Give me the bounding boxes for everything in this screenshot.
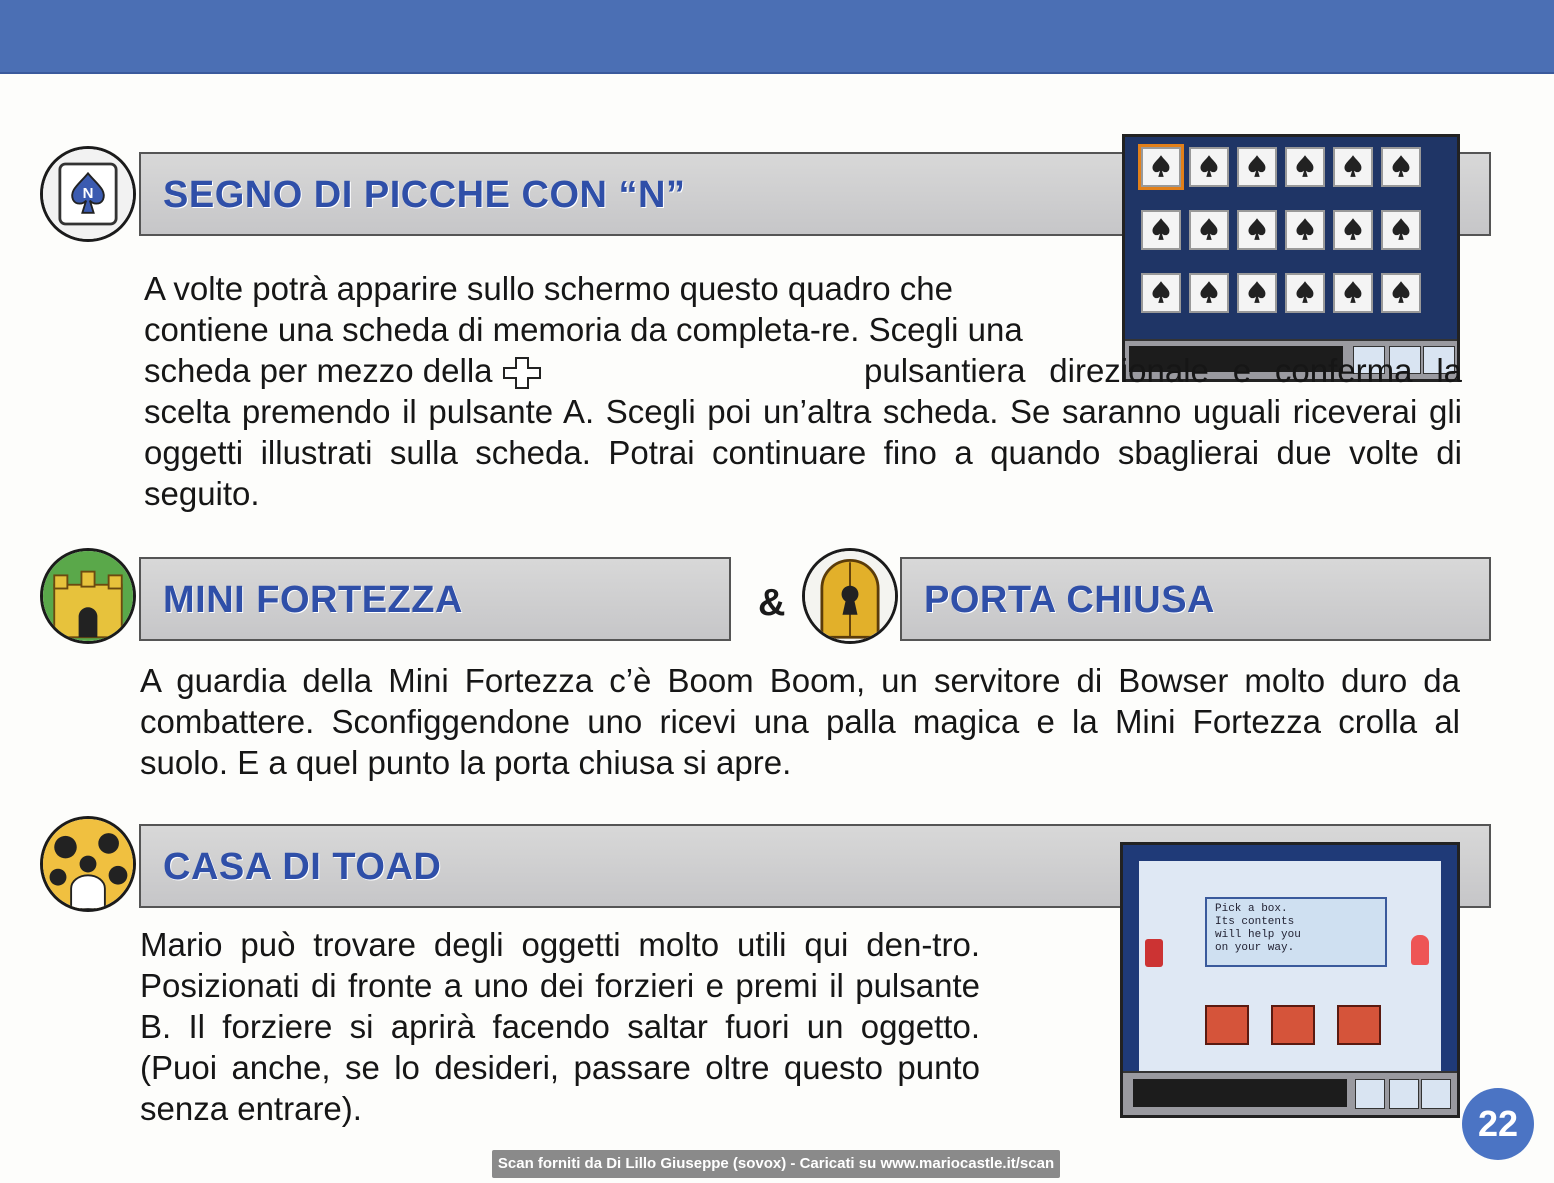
- memory-card: [1189, 147, 1229, 187]
- memory-card: [1333, 147, 1373, 187]
- locked-door-icon: [802, 548, 898, 644]
- mini-fortress-icon: [40, 548, 136, 644]
- memory-card: [1189, 210, 1229, 250]
- toad-house-text-content: Mario può trovare degli oggetti molto utili qui den-tro. Posizionati di fronte a uno dei forzieri e premi il pulsante B. Il forziere si aprirà facendo saltar fuori un oggetto. (Puoi anche, se lo desideri, passare oltre questo punto senza entrare).: [140, 926, 980, 1127]
- locked-door-banner: [900, 557, 1491, 641]
- toad-house-screenshot: [1120, 842, 1460, 1118]
- mario-sprite: [1145, 939, 1163, 967]
- memory-card: [1381, 210, 1421, 250]
- memory-card: [1237, 147, 1277, 187]
- spade-text-bottom: [144, 350, 1462, 514]
- memory-card-screenshot: [1122, 134, 1460, 382]
- page-number: 22: [1462, 1088, 1534, 1160]
- top-color-bar: [0, 0, 1554, 74]
- toad-house-title: CASA DI TOAD: [163, 846, 442, 888]
- memory-card: [1141, 273, 1181, 313]
- card-grid: [1125, 137, 1457, 342]
- memory-card: [1285, 147, 1325, 187]
- dialog-line: Its contents: [1215, 916, 1295, 928]
- spade-text-part1: A volte potrà apparire sullo schermo questo quadro che contiene una scheda di memoria da completa-re. Scegli una scheda per mezzo della: [144, 270, 1023, 389]
- memory-card: [1237, 273, 1277, 313]
- treasure-chest: [1337, 1005, 1381, 1045]
- memory-card: [1333, 210, 1373, 250]
- n-spade-icon: [40, 146, 136, 242]
- spade-text-part2: pulsantiera direzionale e conferma la scelta premendo il pulsante A. Scegli poi un’altra scheda. Se saranno uguali riceverai gli oggetti illustrati sulla scheda. Potrai continuare fino a quando sbaglierai due volte di seguito.: [144, 352, 1462, 512]
- toad-house-text: [140, 924, 980, 1129]
- toad-sprite: [1411, 935, 1429, 965]
- memory-card: [1333, 273, 1373, 313]
- treasure-chest: [1271, 1005, 1315, 1045]
- dialog-line: will help you: [1215, 929, 1301, 941]
- memory-card: [1381, 147, 1421, 187]
- locked-door-title: PORTA CHIUSA: [924, 579, 1215, 621]
- status-bar: [1123, 1071, 1457, 1115]
- memory-card: [1285, 273, 1325, 313]
- ampersand: &: [758, 582, 786, 624]
- memory-card: [1285, 210, 1325, 250]
- fortress-text-content: A guardia della Mini Fortezza c’è Boom Boom, un servitore di Bowser molto duro da combattere. Sconfiggendone uno ricevi una palla magica e la Mini Fortezza crolla al suolo. E a quel punto la porta chiusa si apre.: [140, 662, 1460, 781]
- treasure-chest: [1205, 1005, 1249, 1045]
- memory-card: [1189, 273, 1229, 313]
- spade-title: SEGNO DI PICCHE CON “N”: [163, 174, 686, 216]
- fortress-title: MINI FORTEZZA: [163, 579, 463, 621]
- scan-credits: Scan forniti da Di Lillo Giuseppe (sovox) - Caricati su www.mariocastle.it/scan: [492, 1150, 1060, 1178]
- dialog-line: Pick a box.: [1215, 903, 1288, 915]
- fortress-banner: [139, 557, 731, 641]
- fortress-text: [140, 660, 1460, 783]
- memory-card: [1237, 210, 1277, 250]
- dialog-line: on your way.: [1215, 942, 1295, 954]
- memory-card: [1381, 273, 1421, 313]
- memory-card: [1141, 210, 1181, 250]
- dialog-box: [1205, 897, 1387, 967]
- memory-card: [1141, 147, 1181, 187]
- toad-house-icon: [40, 816, 136, 912]
- svg-text:N: N: [82, 184, 94, 202]
